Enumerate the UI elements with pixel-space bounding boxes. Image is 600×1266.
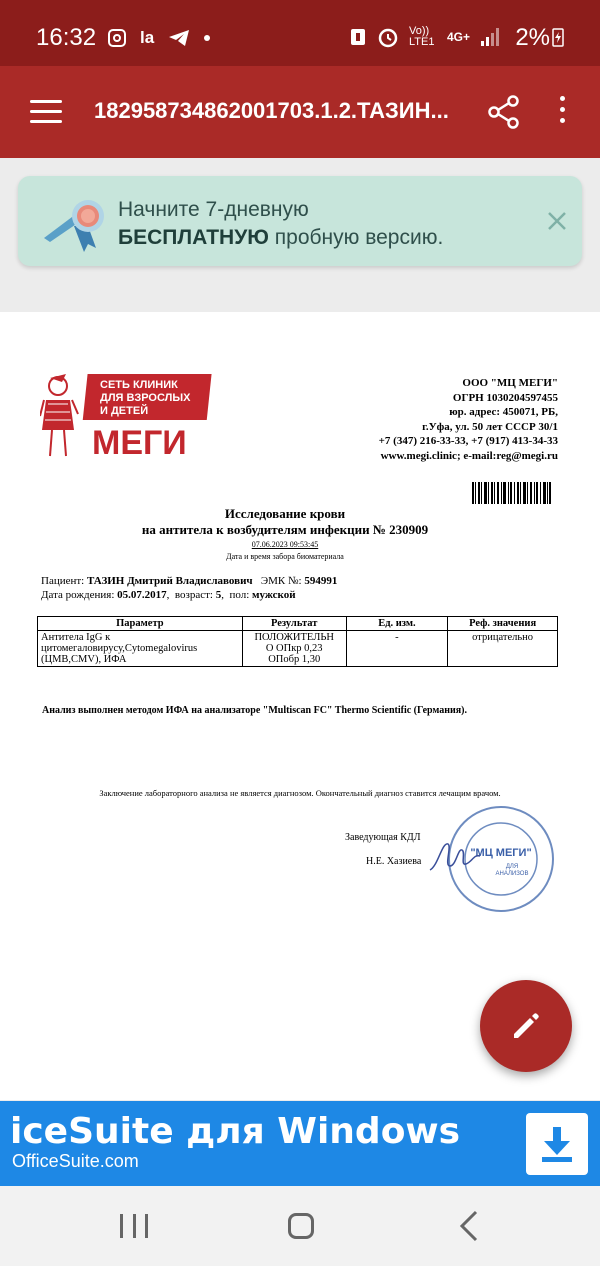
sample-datetime-label: Дата и время забора биоматериала bbox=[226, 552, 344, 561]
patient-info bbox=[41, 574, 337, 602]
head-name: Н.Е. Хазиева bbox=[366, 856, 422, 867]
sim-alert-icon bbox=[349, 27, 367, 47]
ad-url: OfficeSuite.com bbox=[12, 1151, 139, 1171]
network-label: Vo)) LTE1 bbox=[408, 25, 435, 48]
logo-line-1: СЕТЬ КЛИНИК bbox=[100, 379, 178, 391]
heading-line-2: на антитела к возбудителям инфекции № 230909 bbox=[141, 522, 429, 537]
result-cell: ПОЛОЖИТЕЛЬН О ОПкр 0,23 ОПобр 1,30 bbox=[242, 631, 346, 667]
pencil-icon bbox=[510, 1010, 542, 1042]
patient-name: ТАЗИН Дмитрий Владиславович bbox=[86, 575, 253, 587]
param-cell: Антитела IgG к цитомегаловирусу,Cytomegalovirus (ЦМВ,CMV), ИФА bbox=[38, 631, 243, 667]
megi-logo bbox=[40, 370, 216, 466]
signal-icon bbox=[480, 27, 500, 47]
edit-fab-button[interactable] bbox=[480, 980, 572, 1072]
head-title: Заведующая КДЛ bbox=[345, 832, 421, 843]
app-bar bbox=[0, 66, 600, 158]
barcode bbox=[472, 482, 552, 504]
system-icons bbox=[349, 26, 500, 48]
data-label: 4G+ bbox=[446, 30, 470, 44]
org-line: юр. адрес: 450071, РБ, bbox=[449, 406, 558, 419]
document-title: 182958734862001703.1.2.ТАЗИН... bbox=[94, 98, 449, 123]
table-header-row bbox=[38, 617, 558, 631]
patient-dob: 05.07.2017 bbox=[117, 589, 167, 601]
organization-details bbox=[379, 376, 558, 464]
document-heading bbox=[0, 506, 570, 538]
recent-apps-icon[interactable] bbox=[120, 1214, 148, 1238]
stamp-center-text: "МЦ МЕГИ" bbox=[470, 847, 532, 859]
telegram-icon bbox=[168, 29, 190, 47]
logo-line-2: ДЛЯ ВЗРОСЛЫХ bbox=[100, 392, 191, 404]
battery-level: 2% bbox=[515, 24, 564, 52]
patient-line: Пациент: ТАЗИН Дмитрий Владиславович ЭМК №: 594991 bbox=[41, 575, 338, 587]
instagram-icon bbox=[108, 29, 126, 47]
home-icon[interactable] bbox=[288, 1213, 314, 1239]
system-nav-bar bbox=[0, 1186, 600, 1266]
results-table bbox=[37, 616, 558, 667]
column-header: Реф. значения bbox=[448, 617, 558, 631]
sample-datetime: 07.06.2023 09:53:45 bbox=[251, 540, 319, 549]
promo-text bbox=[118, 196, 443, 252]
column-header: Ед. изм. bbox=[346, 617, 448, 631]
promo-line-2 bbox=[118, 224, 443, 252]
ad-title: iceSuite для Windows bbox=[10, 1111, 461, 1152]
more-vert-icon[interactable] bbox=[552, 96, 572, 128]
battery-charging-icon bbox=[552, 27, 564, 47]
more-notifications-dot bbox=[204, 35, 210, 41]
org-line: +7 (347) 216-33-33, +7 (917) 413-34-33 bbox=[378, 435, 558, 448]
status-bar bbox=[0, 0, 600, 66]
promo-line-2-rest: пробную версию. bbox=[268, 226, 444, 249]
status-time: 16:32 bbox=[36, 24, 97, 51]
org-line: ООО "МЦ МЕГИ" bbox=[462, 377, 558, 389]
promo-free-word: БЕСПЛАТНУЮ bbox=[118, 226, 269, 249]
back-icon[interactable] bbox=[458, 1210, 480, 1242]
notification-icons bbox=[108, 28, 210, 48]
patient-emk: 594991 bbox=[304, 575, 338, 587]
logo-girl-figure bbox=[40, 374, 78, 456]
close-icon[interactable] bbox=[546, 210, 568, 232]
heading-line-1: Исследование крови bbox=[224, 506, 346, 521]
stamp-sub-2: АНАЛИЗОВ bbox=[495, 871, 529, 877]
trial-promo-banner[interactable] bbox=[18, 176, 582, 266]
logo-line-3: И ДЕТЕЙ bbox=[100, 405, 149, 417]
org-line: www.megi.clinic; e-mail:reg@megi.ru bbox=[380, 449, 558, 462]
ad-banner[interactable] bbox=[0, 1101, 600, 1186]
disclaimer: Заключение лабораторного анализа не является диагнозом. Окончательный диагноз ставится лечащим врачом. bbox=[99, 788, 501, 798]
download-icon bbox=[526, 1113, 588, 1175]
award-ribbon-icon bbox=[44, 192, 116, 256]
share-icon[interactable] bbox=[486, 94, 522, 130]
logo-brand: МЕГИ bbox=[92, 424, 187, 462]
menu-icon[interactable] bbox=[30, 100, 62, 124]
stamp-sub-1: ДЛЯ bbox=[505, 864, 519, 870]
download-button[interactable] bbox=[526, 1113, 588, 1175]
ref-cell: отрицательно bbox=[448, 631, 558, 667]
alarm-icon bbox=[377, 26, 399, 48]
la-icon: la bbox=[140, 28, 155, 47]
column-header: Результат bbox=[242, 617, 346, 631]
patient-age: 5 bbox=[215, 589, 222, 601]
patient-sex: мужской bbox=[252, 589, 296, 601]
patient-dob-line: Дата рождения: 05.07.2017, возраст: 5, пол: мужской bbox=[41, 589, 296, 601]
column-header: Параметр bbox=[38, 617, 243, 631]
handwritten-signature bbox=[428, 836, 482, 876]
org-line: г.Уфа, ул. 50 лет СССР 30/1 bbox=[422, 420, 558, 433]
unit-cell: - bbox=[346, 631, 448, 667]
promo-line-1: Начните 7-дневную bbox=[118, 198, 309, 221]
table-row bbox=[38, 631, 558, 667]
org-line: ОГРН 1030204597455 bbox=[452, 391, 558, 404]
method-note: Анализ выполнен методом ИФА на анализаторе "Multiscan FC" Thermo Scientific (Германия). bbox=[42, 705, 467, 716]
